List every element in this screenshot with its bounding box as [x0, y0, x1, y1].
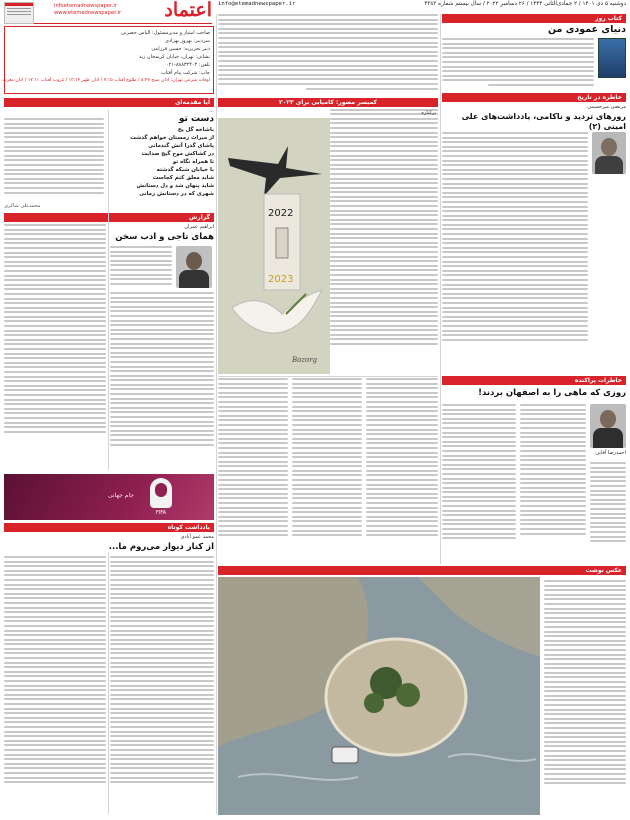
cover-artwork-svg: [218, 118, 330, 374]
poem-line: شهری که در دستانش زمانی: [139, 191, 214, 197]
poetry-bar: گزارش: [4, 213, 214, 222]
photo-bar: عکس نوشت: [218, 566, 626, 575]
memory2-bar: خاطرات پراکنده: [442, 376, 626, 385]
memory-author: مرتضی میرحسینی: [587, 104, 626, 110]
poetry-text-main: [110, 292, 214, 472]
bottom-story-headline: از کنار دیوار می‌روم ما...: [108, 542, 214, 552]
staff-line: تلفن: ۸۸۸۳۲۴۰۴-۰۲۱: [165, 62, 210, 68]
mini-front-page-thumbnail: [4, 2, 34, 24]
poetry-text-left: [4, 224, 106, 470]
column-rule: [216, 14, 217, 814]
poetry-author: ابراهیم عمران: [184, 224, 214, 230]
poem-credit: محمدعلی شاکری: [4, 203, 41, 209]
poem-line: شاید پنهان شد و دل دستانش: [136, 183, 214, 189]
poetry-text-narrow: [110, 246, 172, 292]
kaleidoscope-bar: کتاب روز: [442, 14, 626, 23]
qatar-bar: آیا مقدمه‌ای: [4, 98, 214, 107]
poem-block: [110, 126, 214, 216]
memory2-text-left: [442, 404, 516, 560]
staff-box: [4, 26, 214, 94]
memory-headline: روزهای تردید و ناکامی، یادداشت‌های علی امینی (۲): [461, 112, 626, 131]
worldcup-trophy-icon: [150, 478, 172, 508]
logo-block: [4, 2, 212, 24]
staff-line: چاپ: شرکت پیام آفتاب: [160, 70, 210, 76]
column-rule: [108, 552, 109, 814]
staff-line: صاحب امتیاز و مدیرمسئول: الیاس حضرتی: [121, 30, 210, 36]
middle-text-col-3: [366, 378, 438, 562]
prayer-times: اوقات شرعی تهران: اذان صبح ۵:۴۷ / طلوع آفتاب ۷:۱۵ / اذان ظهر ۱۲:۱۴ / غروب آفتاب ۱۷:۱۱ / اذان مغرب: [2, 78, 210, 83]
qatar-side-text: [4, 118, 104, 202]
flood-photo-svg: [218, 577, 540, 815]
memory-text-col-left: [442, 176, 626, 372]
memory-bar: خاطره در تاریخ: [442, 93, 626, 102]
kaleidoscope-text: [442, 38, 594, 90]
bottom-story-text-r: [110, 556, 214, 814]
memory2-text-narrow: [520, 404, 586, 554]
poem-line: شاید معلق کنم کجاست: [152, 175, 214, 181]
tree-canopy: [364, 693, 384, 713]
photo-caption-text: [544, 580, 626, 814]
email-top: info@etemadnewspaper.ir: [218, 1, 296, 7]
memory2-author-photo: [590, 404, 626, 448]
column-rule: [440, 14, 441, 564]
poem-line: از میراث زمستان خواهم گذشت: [130, 135, 214, 141]
memory-author-photo: [592, 132, 626, 174]
memory-continued-column: [330, 104, 438, 374]
date-line: دوشنبه ۵ دی ۱۴۰۱ / ۲ جمادی‌الثانی ۱۴۴۴ / ۲۶ دسامبر ۲۰۲۲ / سال بیستم شماره ۴۳۸۳: [424, 1, 626, 7]
poem-line: پاشای گذرا آتش گندمانی: [148, 143, 214, 149]
aerial-flood-photo: [218, 577, 540, 815]
column-rule: [108, 110, 109, 470]
memory2-headline: روزی که ماهی را به اصفهان بردند!: [478, 388, 626, 398]
white-dove-shape: [232, 290, 322, 333]
staff-line: نشانی: تهران، خیابان کریمخان زند: [138, 54, 210, 60]
qatar-headline: دست تو: [178, 114, 214, 124]
cover-caption: برکناره: [421, 110, 436, 116]
poetry-author-photo: [176, 246, 212, 288]
book-cover-image: [598, 38, 626, 78]
stranded-car: [332, 747, 358, 763]
poem-line: باشاخه گل یخ: [177, 127, 214, 133]
section-rule: [218, 376, 438, 377]
memory2-author: احمدرضا آقایی: [595, 450, 626, 456]
cover-signature: Bozorg: [292, 356, 318, 364]
cover-illustration: [218, 118, 330, 374]
staff-line: سردبیر: بهروز بهزادی: [165, 38, 210, 44]
header-contact-2: www.etemadnewspaper.ir: [54, 10, 122, 16]
middle-text-col-1: [218, 378, 288, 562]
black-bird-shape: [228, 146, 322, 196]
bottom-story-text-l: [4, 556, 106, 814]
middle-text-col-2: [292, 378, 362, 562]
top-center-text: [218, 14, 438, 94]
bottom-story-bar: یادداشت کوتاه: [4, 523, 214, 532]
qatar-dots: ...: [209, 108, 214, 114]
tree-canopy: [396, 683, 420, 707]
newspaper-logo: اعتماد: [164, 0, 212, 21]
cover-year-bottom: 2023: [268, 274, 294, 285]
cover-year-top: 2022: [268, 208, 294, 219]
cover-bar: کمیسر مصور: کامیابی برای ۲۰۲۳: [218, 98, 438, 107]
worldcup-logo-label: FIFA: [155, 510, 167, 516]
poem-line: در کشاکش موج گیج صدایت: [141, 151, 214, 157]
poetry-headline: همای تاجی و ادب سخن: [115, 232, 214, 242]
poem-line: تا همراه نگاه تو: [172, 159, 214, 165]
staff-line: دبیر تحریریه: حسین فرزامی: [151, 46, 210, 52]
memory2-text-bottom: [590, 462, 626, 558]
worldcup-caption: جام جهانی: [107, 492, 134, 499]
kaleidoscope-headline: دنیای عمودی من: [547, 24, 626, 35]
worldcup-ad: [4, 474, 214, 520]
switch-toggle: [276, 228, 288, 258]
bottom-story-author: محمد عمو آبادی: [180, 534, 214, 540]
poem-line: با خیابان شبکه گذشته: [156, 167, 214, 173]
dry-island: [326, 639, 466, 755]
header-contact-1: infoetemadnewspaper.ir: [54, 3, 117, 9]
